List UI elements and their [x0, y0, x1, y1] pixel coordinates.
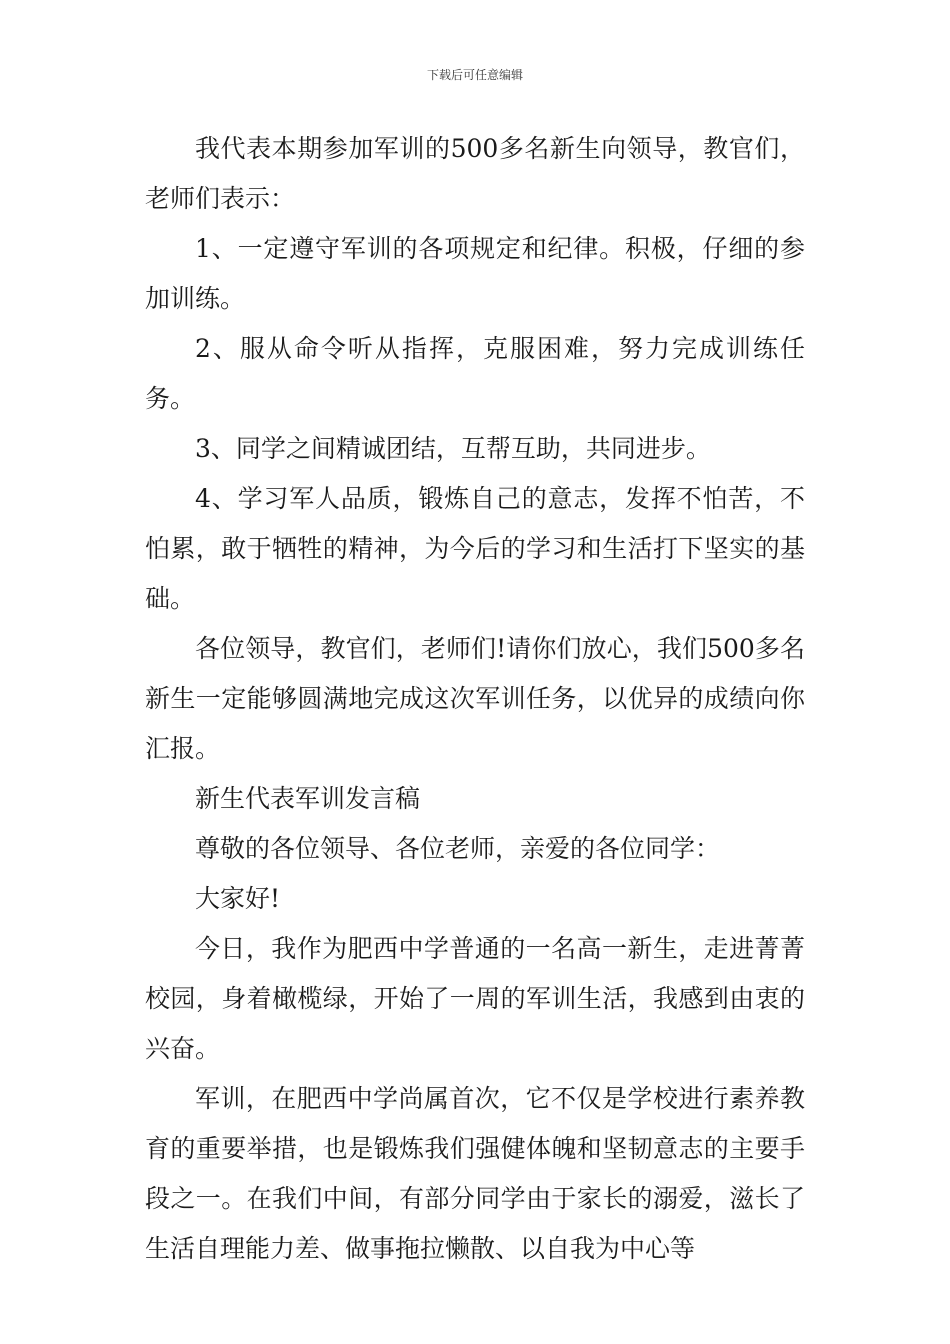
paragraph-salutation: 尊敬的各位领导、各位老师，亲爱的各位同学： [195, 834, 721, 863]
paragraph-military-training: 军训，在肥西中学尚属首次，它不仅是学校进行素养教育的重要举措，也是锻炼我们强健体魄和坚韧意志的主要手段之一。在我们中间，有部分同学由于家长的溺爱，滋长了生活自理能力差、做事拖拉懒散、以自我为中心等 [145, 1084, 805, 1263]
paragraph-pledge-4: 4、学习军人品质，锻炼自己的意志，发挥不怕苦，不怕累，敢于牺牲的精神，为今后的学习和生活打下坚实的基础。 [145, 484, 805, 613]
document-body [145, 124, 805, 1274]
paragraph-pledge-intro: 我代表本期参加军训的500多名新生向领导，教官们，老师们表示： [145, 134, 805, 213]
section-title: 新生代表军训发言稿 [195, 784, 421, 813]
paragraph-closing: 各位领导，教官们，老师们!请你们放心，我们500多名新生一定能够圆满地完成这次军训任务，以优异的成绩向你汇报。 [145, 634, 805, 763]
paragraph-pledge-2: 2、服从命令听从指挥，克服困难，努力完成训练任务。 [145, 334, 805, 413]
paragraph-pledge-1: 1、一定遵守军训的各项规定和纪律。积极，仔细的参加训练。 [145, 234, 805, 313]
paragraph-greeting: 大家好! [195, 884, 281, 913]
paragraph-pledge-3: 3、同学之间精诚团结，互帮互助，共同进步。 [195, 434, 711, 463]
header-note: 下载后可任意编辑 [426, 68, 523, 82]
paragraph-intro: 今日，我作为肥西中学普通的一名高一新生，走进菁菁校园，身着橄榄绿，开始了一周的军训生活，我感到由衷的兴奋。 [145, 934, 805, 1063]
